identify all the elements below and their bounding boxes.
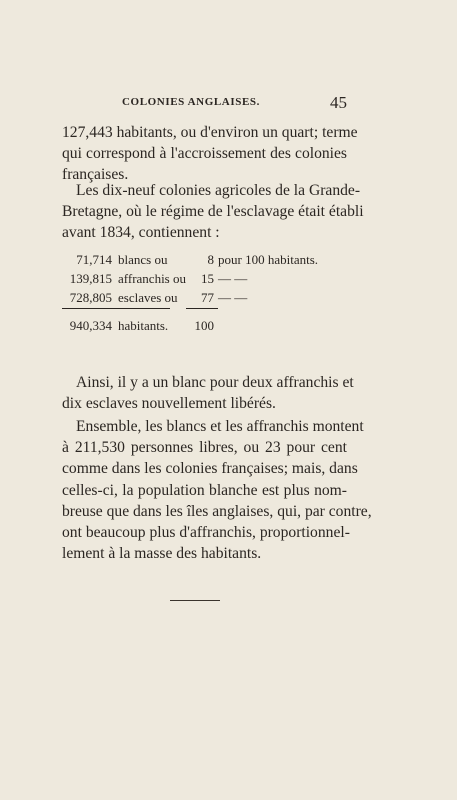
text-line: dix esclaves nouvellement libérés. [62, 395, 276, 413]
table-row [62, 252, 352, 271]
text-line: ont beaucoup plus d'affranchis, proportionnel- [62, 524, 350, 542]
total-number: 940,334 [69, 318, 112, 333]
text-line: Ensemble, les blancs et les affranchis montent [76, 418, 364, 435]
text-line: Les dix-neuf colonies agricoles de la Grande- [76, 182, 361, 199]
table-total-row [62, 318, 352, 337]
text-line: lement à la masse des habitants. [62, 545, 262, 563]
text-line: celles-ci, la population blanche est plus nom- [62, 481, 347, 499]
row-percent: 8 [207, 252, 214, 267]
row-number: 139,815 [69, 271, 112, 286]
text-line: françaises. [62, 166, 129, 184]
text-line: à 211,530 personnes libres, ou 23 pour cent [62, 439, 347, 457]
paragraph-comparison [62, 416, 372, 564]
population-table [62, 252, 352, 337]
table-row [62, 290, 352, 309]
row-label: affranchis ou [118, 271, 186, 286]
text-line: breuse que dans les îles anglaises, qui, par contre, [62, 502, 372, 520]
text-line: Ainsi, il y a un blanc pour deux affranchis et [76, 374, 354, 391]
row-percent: 77 [201, 290, 214, 305]
paragraph-ratio [62, 372, 354, 414]
row-label: esclaves ou [118, 290, 178, 305]
text-line: avant 1834, contiennent : [62, 224, 220, 242]
paragraph-colonies [62, 180, 364, 244]
total-label: habitants. [118, 318, 169, 333]
sum-rule [186, 308, 218, 309]
total-percent: 100 [194, 318, 214, 333]
text-line: Bretagne, où le régime de l'esclavage était établi [62, 203, 364, 221]
text-line: qui correspond à l'accroissement des colonies [62, 145, 347, 163]
row-rest: — — [218, 290, 248, 305]
text-line: comme dans les colonies françaises; mais, dans [62, 460, 358, 478]
row-label: blancs ou [118, 252, 168, 267]
page-header [62, 93, 347, 116]
table-row [62, 271, 352, 290]
row-percent: 15 [201, 271, 214, 286]
paragraph-continuation [62, 122, 358, 186]
text-line: 127,443 habitants, ou d'environ un quart; terme [62, 124, 358, 141]
page-number: 45 [330, 93, 347, 112]
section-end-rule [170, 600, 220, 601]
row-number: 71,714 [76, 252, 112, 267]
row-rest: — — [218, 271, 248, 286]
row-rest: pour 100 habitants. [218, 252, 319, 267]
row-number: 728,805 [69, 290, 112, 305]
sum-rule [62, 308, 170, 309]
running-title: COLONIES ANGLAISES. [122, 96, 260, 108]
